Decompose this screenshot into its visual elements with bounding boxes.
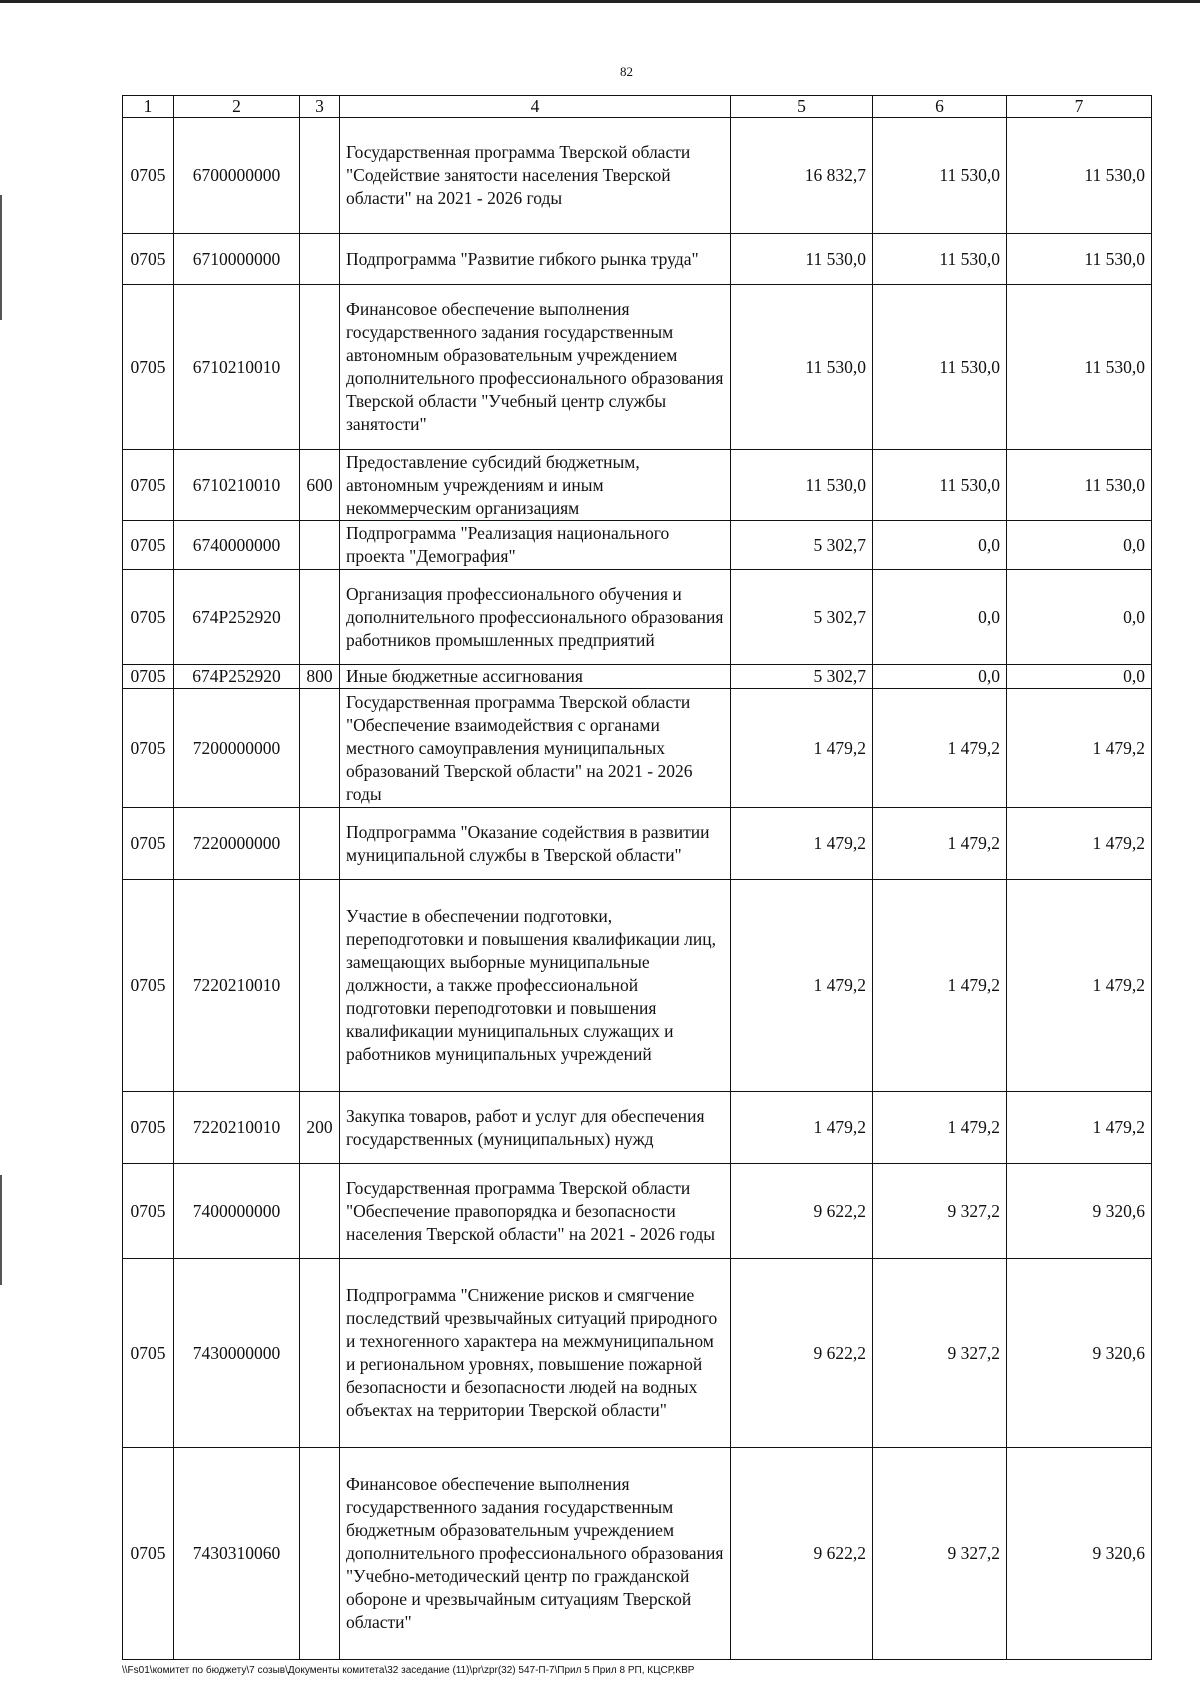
expense-type-code (300, 118, 340, 234)
scan-margin-mark (0, 1175, 2, 1285)
col-header: 3 (300, 96, 340, 118)
amount-col5: 9 622,2 (731, 1448, 873, 1660)
amount-col5: 16 832,7 (731, 118, 873, 234)
section-code: 0705 (123, 285, 174, 450)
amount-col6: 0,0 (873, 570, 1007, 665)
section-code: 0705 (123, 521, 174, 570)
amount-col6: 0,0 (873, 665, 1007, 689)
amount-col7: 1 479,2 (1007, 1092, 1152, 1164)
item-description: Подпрограмма "Снижение рисков и смягчение последствий чрезвычайных ситуаций природного и техногенного характера на межмуниципальном и региональном уровнях, повышение пожарной безопасности и безопасности людей на водных объектах на территории Тверской области" (340, 1259, 731, 1448)
amount-col7: 0,0 (1007, 665, 1152, 689)
section-code: 0705 (123, 880, 174, 1092)
amount-col7: 1 479,2 (1007, 880, 1152, 1092)
amount-col5: 5 302,7 (731, 665, 873, 689)
amount-col5: 9 622,2 (731, 1164, 873, 1259)
item-description: Подпрограмма "Развитие гибкого рынка труда" (340, 234, 731, 285)
amount-col7: 11 530,0 (1007, 234, 1152, 285)
amount-col6: 11 530,0 (873, 234, 1007, 285)
amount-col6: 11 530,0 (873, 285, 1007, 450)
col-header: 1 (123, 96, 174, 118)
col-header: 7 (1007, 96, 1152, 118)
amount-col6: 9 327,2 (873, 1259, 1007, 1448)
col-header: 4 (340, 96, 731, 118)
target-article-code: 6710210010 (174, 285, 300, 450)
amount-col7: 0,0 (1007, 521, 1152, 570)
scan-margin-mark (0, 195, 2, 320)
amount-col5: 1 479,2 (731, 1092, 873, 1164)
expense-type-code (300, 521, 340, 570)
expense-type-code (300, 1164, 340, 1259)
item-description: Закупка товаров, работ и услуг для обеспечения государственных (муниципальных) нужд (340, 1092, 731, 1164)
amount-col5: 11 530,0 (731, 234, 873, 285)
page-number: 82 (620, 64, 633, 79)
page-top-border (0, 0, 1200, 3)
col-header: 2 (174, 96, 300, 118)
expense-type-code (300, 808, 340, 880)
item-description: Участие в обеспечении подготовки, переподготовки и повышения квалификации лиц, замещающих выборные муниципальные должности, а также профессиональной подготовки переподготовки и повышения квалификации муниципальных служащих и работников муниципальных учреждений (340, 880, 731, 1092)
expense-type-code: 200 (300, 1092, 340, 1164)
section-code: 0705 (123, 1448, 174, 1660)
section-code: 0705 (123, 234, 174, 285)
amount-col6: 1 479,2 (873, 689, 1007, 808)
amount-col7: 1 479,2 (1007, 689, 1152, 808)
amount-col5: 5 302,7 (731, 570, 873, 665)
amount-col7: 9 320,6 (1007, 1259, 1152, 1448)
section-code: 0705 (123, 1259, 174, 1448)
amount-col7: 11 530,0 (1007, 450, 1152, 521)
target-article-code: 7430310060 (174, 1448, 300, 1660)
amount-col7: 9 320,6 (1007, 1448, 1152, 1660)
target-article-code: 7220210010 (174, 880, 300, 1092)
amount-col5: 1 479,2 (731, 880, 873, 1092)
item-description: Предоставление субсидий бюджетным, автономным учреждениям и иным некоммерческим организациям (340, 450, 731, 521)
amount-col7: 9 320,6 (1007, 1164, 1152, 1259)
target-article-code: 7400000000 (174, 1164, 300, 1259)
amount-col5: 9 622,2 (731, 1259, 873, 1448)
header-row (123, 96, 1152, 118)
table-row (123, 689, 1152, 808)
table-row (123, 665, 1152, 689)
amount-col6: 9 327,2 (873, 1448, 1007, 1660)
section-code: 0705 (123, 570, 174, 665)
table-row (123, 285, 1152, 450)
amount-col6: 11 530,0 (873, 450, 1007, 521)
item-description: Государственная программа Тверской области "Обеспечение взаимодействия с органами местного самоуправления муниципальных образований Тверской области" на 2021 - 2026 годы (340, 689, 731, 808)
amount-col6: 1 479,2 (873, 1092, 1007, 1164)
amount-col5: 11 530,0 (731, 450, 873, 521)
item-description: Подпрограмма "Реализация национального проекта "Демография" (340, 521, 731, 570)
item-description: Финансовое обеспечение выполнения государственного задания государственным бюджетным образовательным учреждением дополнительного профессионального образования "Учебно-методический центр по гражданской обороне и чрезвычайным ситуациям Тверской области" (340, 1448, 731, 1660)
item-description: Государственная программа Тверской области "Обеспечение правопорядка и безопасности населения Тверской области" на 2021 - 2026 годы (340, 1164, 731, 1259)
expense-type-code (300, 285, 340, 450)
item-description: Финансовое обеспечение выполнения государственного задания государственным автономным образовательным учреждением дополнительного профессионального образования Тверской области "Учебный центр службы занятости" (340, 285, 731, 450)
amount-col6: 11 530,0 (873, 118, 1007, 234)
section-code: 0705 (123, 1092, 174, 1164)
target-article-code: 7220000000 (174, 808, 300, 880)
amount-col5: 1 479,2 (731, 808, 873, 880)
amount-col7: 0,0 (1007, 570, 1152, 665)
amount-col7: 1 479,2 (1007, 808, 1152, 880)
table-row (123, 1164, 1152, 1259)
item-description: Организация профессионального обучения и дополнительного профессионального образования работников промышленных предприятий (340, 570, 731, 665)
table-row (123, 450, 1152, 521)
section-code: 0705 (123, 808, 174, 880)
amount-col7: 11 530,0 (1007, 285, 1152, 450)
col-header: 6 (873, 96, 1007, 118)
section-code: 0705 (123, 1164, 174, 1259)
table-row (123, 234, 1152, 285)
table-row (123, 118, 1152, 234)
table-row (123, 1092, 1152, 1164)
table-row (123, 880, 1152, 1092)
target-article-code: 6700000000 (174, 118, 300, 234)
target-article-code: 7220210010 (174, 1092, 300, 1164)
section-code: 0705 (123, 689, 174, 808)
col-header: 5 (731, 96, 873, 118)
target-article-code: 6710210010 (174, 450, 300, 521)
section-code: 0705 (123, 665, 174, 689)
file-path-footer: \\Fs01\комитет по бюджету\7 созыв\Документы комитета\32 заседание (11)\pr\zpr(32) 547-П-7\Прил 5 Прил 8 РП, КЦСР,КВР (122, 1665, 695, 1676)
target-article-code: 674P252920 (174, 665, 300, 689)
expense-type-code: 600 (300, 450, 340, 521)
table-row (123, 1259, 1152, 1448)
table-row (123, 570, 1152, 665)
item-description: Государственная программа Тверской области "Содействие занятости населения Тверской области" на 2021 - 2026 годы (340, 118, 731, 234)
amount-col5: 11 530,0 (731, 285, 873, 450)
expense-type-code (300, 1259, 340, 1448)
target-article-code: 6710000000 (174, 234, 300, 285)
target-article-code: 7200000000 (174, 689, 300, 808)
amount-col6: 1 479,2 (873, 880, 1007, 1092)
amount-col6: 9 327,2 (873, 1164, 1007, 1259)
expense-type-code (300, 570, 340, 665)
expense-type-code (300, 880, 340, 1092)
expense-type-code (300, 1448, 340, 1660)
target-article-code: 7430000000 (174, 1259, 300, 1448)
expense-type-code (300, 689, 340, 808)
amount-col6: 0,0 (873, 521, 1007, 570)
expense-type-code: 800 (300, 665, 340, 689)
target-article-code: 674P252920 (174, 570, 300, 665)
amount-col6: 1 479,2 (873, 808, 1007, 880)
amount-col7: 11 530,0 (1007, 118, 1152, 234)
table-row (123, 808, 1152, 880)
table-row (123, 1448, 1152, 1660)
table-row (123, 521, 1152, 570)
target-article-code: 6740000000 (174, 521, 300, 570)
section-code: 0705 (123, 118, 174, 234)
section-code: 0705 (123, 450, 174, 521)
budget-table (122, 95, 1152, 1660)
item-description: Иные бюджетные ассигнования (340, 665, 731, 689)
amount-col5: 5 302,7 (731, 521, 873, 570)
expense-type-code (300, 234, 340, 285)
amount-col5: 1 479,2 (731, 689, 873, 808)
item-description: Подпрограмма "Оказание содействия в развитии муниципальной службы в Тверской области" (340, 808, 731, 880)
